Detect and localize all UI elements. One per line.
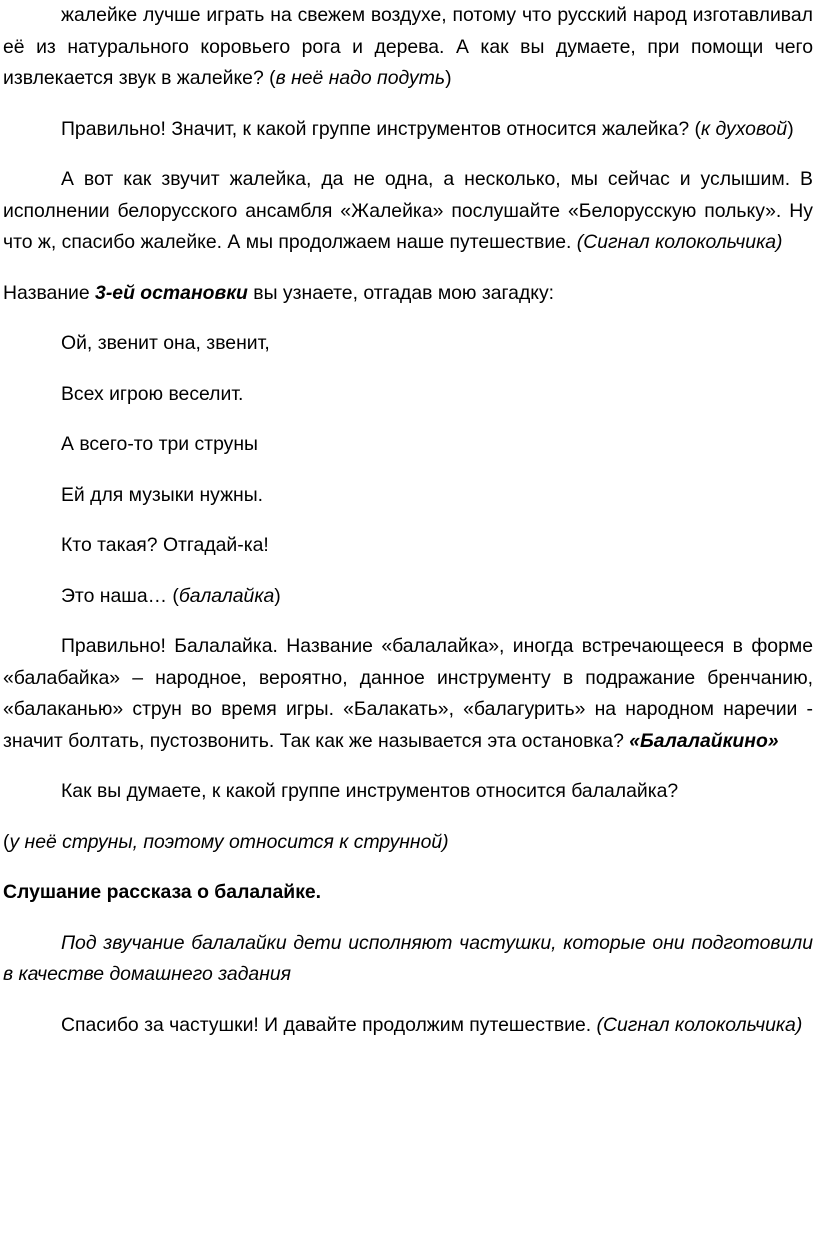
riddle-line: Ой, звенит она, звенит,	[61, 332, 270, 354]
paragraph-zhaleika-group	[3, 114, 813, 146]
paragraph-text: Это наша… (	[61, 584, 179, 607]
paragraph-text: жалейке лучше играть на свежем воздухе, потому что русский народ изготавливал её из натурального коровьего рога и дерева. А как вы думаете, при помощи чего извлекается звук в жалейке? (	[3, 4, 813, 89]
paragraph-text: Правильно! Значит, к какой группе инструментов относится жалейка? (	[61, 117, 701, 140]
riddle-line: Кто такая? Отгадай-ка!	[61, 534, 269, 556]
paragraph-text: А вот как звучит жалейка, да не одна, а несколько, мы сейчас и услышим. В исполнении белорусского ансамбля «Жалейка» послушайте «Белорусскую польку». Ну что ж, спасибо жалейке. А мы продолжаем наше путешествие.	[3, 168, 813, 253]
paragraph-text: Спасибо за частушки! И давайте продолжим путешествие.	[61, 1013, 597, 1036]
closing-paren: )	[274, 584, 281, 607]
paragraph-balalaika-question: Как вы думаете, к какой группе инструментов относится балалайка?	[61, 780, 679, 802]
paragraph-balalaika-etymology	[3, 631, 813, 757]
paragraph-text: вы узнаете, отгадав мою загадку:	[247, 281, 555, 304]
paragraph-thanks	[3, 1010, 813, 1042]
riddle-line: Ей для музыки нужны.	[61, 483, 264, 506]
riddle-line: А всего-то три струны	[61, 433, 258, 455]
paragraph-zhaleika-listening	[3, 164, 813, 259]
riddle-answer-line	[3, 581, 813, 613]
paragraph-text: Название	[3, 281, 96, 304]
answer-text: балалайка	[178, 584, 275, 607]
riddle-line: Всех игрою веселит.	[61, 382, 244, 405]
answer-text: у неё струны, поэтому относится к струнной)	[9, 830, 449, 853]
paragraph-balalaika-answer	[3, 827, 813, 859]
paragraph-stage-direction: Под звучание балалайки дети исполняют частушки, которые они подготовили в качестве домашнего задания	[3, 931, 813, 985]
answer-text: в неё надо подуть	[275, 67, 446, 89]
closing-paren: )	[787, 117, 794, 140]
stop-name-emphasis: 3-ей остановки	[95, 281, 248, 304]
answer-text: к духовой	[700, 117, 788, 140]
bell-signal-note: (Сигнал колокольчика)	[596, 1013, 803, 1036]
closing-paren: )	[445, 67, 452, 89]
section-heading: Слушание рассказа о балалайке.	[3, 881, 322, 903]
stop-name-emphasis: «Балалайкино»	[629, 729, 779, 752]
paragraph-zhaleika-material	[3, 0, 813, 95]
paragraph-text: Правильно! Балалайка. Название «балалайка», иногда встречающееся в форме «балабайка» – народное, вероятно, данное инструменту в подражание бренчанию, «балаканью» струн во время игры. «Балакать», «балагурить» на народном наречии - значит болтать, пустозвонить. Так как же называется эта остановка?	[3, 635, 813, 752]
opening-paren: (	[3, 830, 10, 853]
bell-signal-note: (Сигнал колокольчика)	[576, 231, 783, 253]
paragraph-third-stop	[3, 278, 813, 310]
